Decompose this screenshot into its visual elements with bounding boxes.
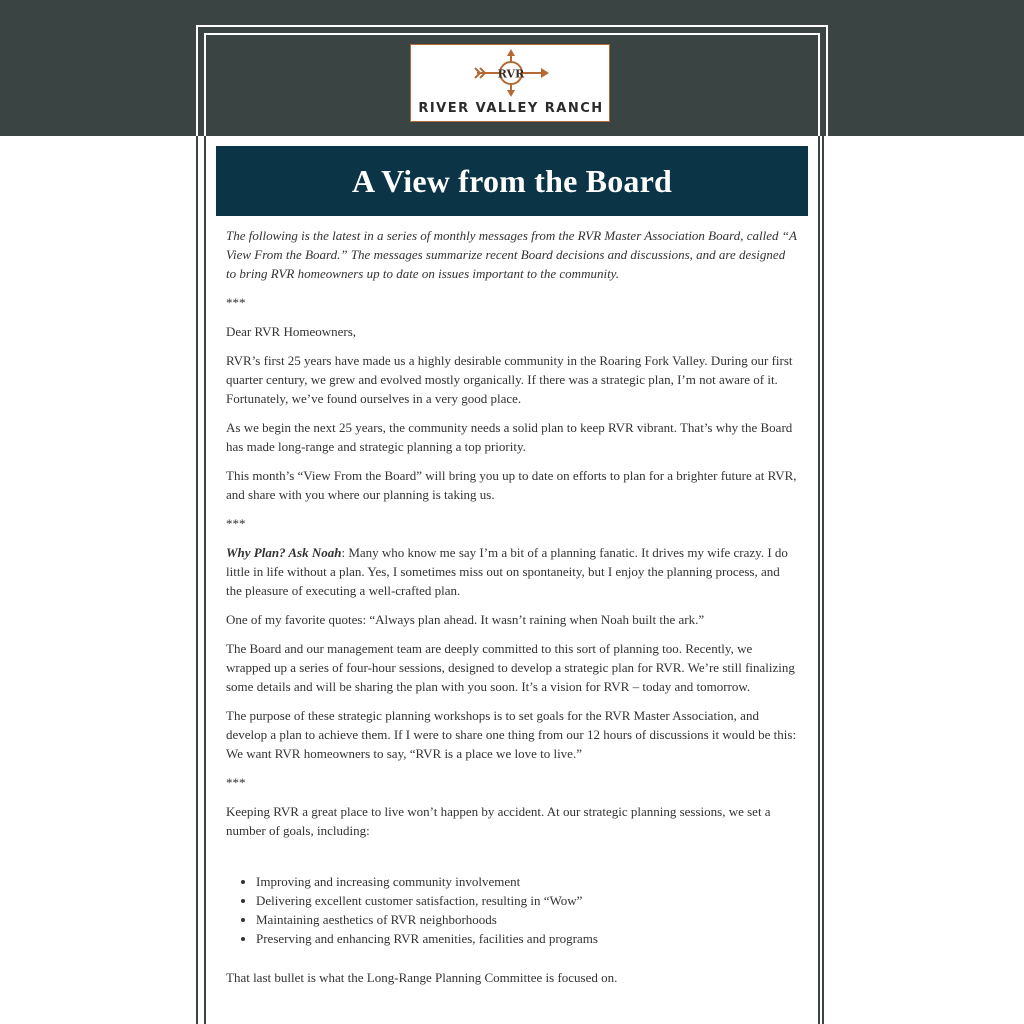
paragraph-text: : Many who know me say I’m a bit of a planning fanatic. It drives my wife crazy. I do little in life without a plan. Yes, I sometimes miss out on spontaneity, but I enjoy the planning process, and the pleasure of executing a well-crafted plan.	[226, 545, 788, 598]
rvr-logo[interactable]	[410, 44, 610, 122]
title-banner	[216, 146, 808, 216]
svg-text:RVR: RVR	[497, 67, 525, 81]
list-item: • Improving and increasing community involvement	[256, 872, 798, 891]
paragraph: This month’s “View From the Board” will bring you up to date on efforts to plan for a brighter future at RVR, and share with you where our planning is taking us.	[226, 468, 797, 502]
paragraph: One of my favorite quotes: “Always plan ahead. It wasn’t raining when Noah built the ark.”	[226, 612, 705, 627]
compass-arrow-logo-icon	[471, 49, 551, 97]
section-separator: ***	[226, 516, 246, 531]
list-item: • Delivering excellent customer satisfaction, resulting in “Wow”	[256, 891, 798, 910]
paragraph: The Board and our management team are deeply committed to this sort of planning too. Recently, we wrapped up a series of four-hour sessions, designed to develop a strategic plan for RVR. We’re still finalizing some details and will be sharing the plan with you soon. It’s a vision for RVR – today and tomorrow.	[226, 641, 795, 694]
list-item: • Maintaining aesthetics of RVR neighborhoods	[256, 910, 798, 929]
paragraph: The purpose of these strategic planning workshops is to set goals for the RVR Master Association, and develop a plan to achieve them. If I were to share one thing from our 12 hours of discussions it would be this: We want RVR homeowners to say, “RVR is a place we love to live.”	[226, 708, 797, 761]
page-title: A View from the Board	[351, 162, 673, 199]
paragraph	[226, 543, 798, 600]
intro-paragraph: The following is the latest in a series of monthly messages from the RVR Master Association Board, called “A View From the Board.” The messages summarize recent Board decisions and discussions, and are designed to bring RVR homeowners up to date on issues important to the community.	[226, 228, 797, 281]
paragraph: As we begin the next 25 years, the community needs a solid plan to keep RVR vibrant. That’s why the Board has made long-range and strategic planning a top priority.	[226, 420, 793, 454]
salutation: Dear RVR Homeowners,	[226, 324, 357, 339]
section-separator: ***	[226, 295, 246, 310]
paragraph: That last bullet is what the Long-Range Planning Committee is focused on.	[226, 970, 618, 985]
article-body	[226, 226, 798, 997]
list-item: • Preserving and enhancing RVR amenities, facilities and programs	[256, 929, 798, 948]
section-separator: ***	[226, 775, 246, 790]
logo-wordmark: RIVER VALLEY RANCH	[418, 101, 604, 116]
goals-list	[226, 872, 798, 948]
paragraph: RVR’s first 25 years have made us a highly desirable community in the Roaring Fork Valley. During our first quarter century, we grew and evolved mostly organically. If there was a strategic plan, I’m not aware of it. Fortunately, we’ve found ourselves in a very good place.	[226, 353, 793, 406]
paragraph: Keeping RVR a great place to live won’t happen by accident. At our strategic planning sessions, we set a number of goals, including:	[226, 804, 771, 838]
paragraph-lead-in: Why Plan? Ask Noah	[226, 545, 342, 560]
